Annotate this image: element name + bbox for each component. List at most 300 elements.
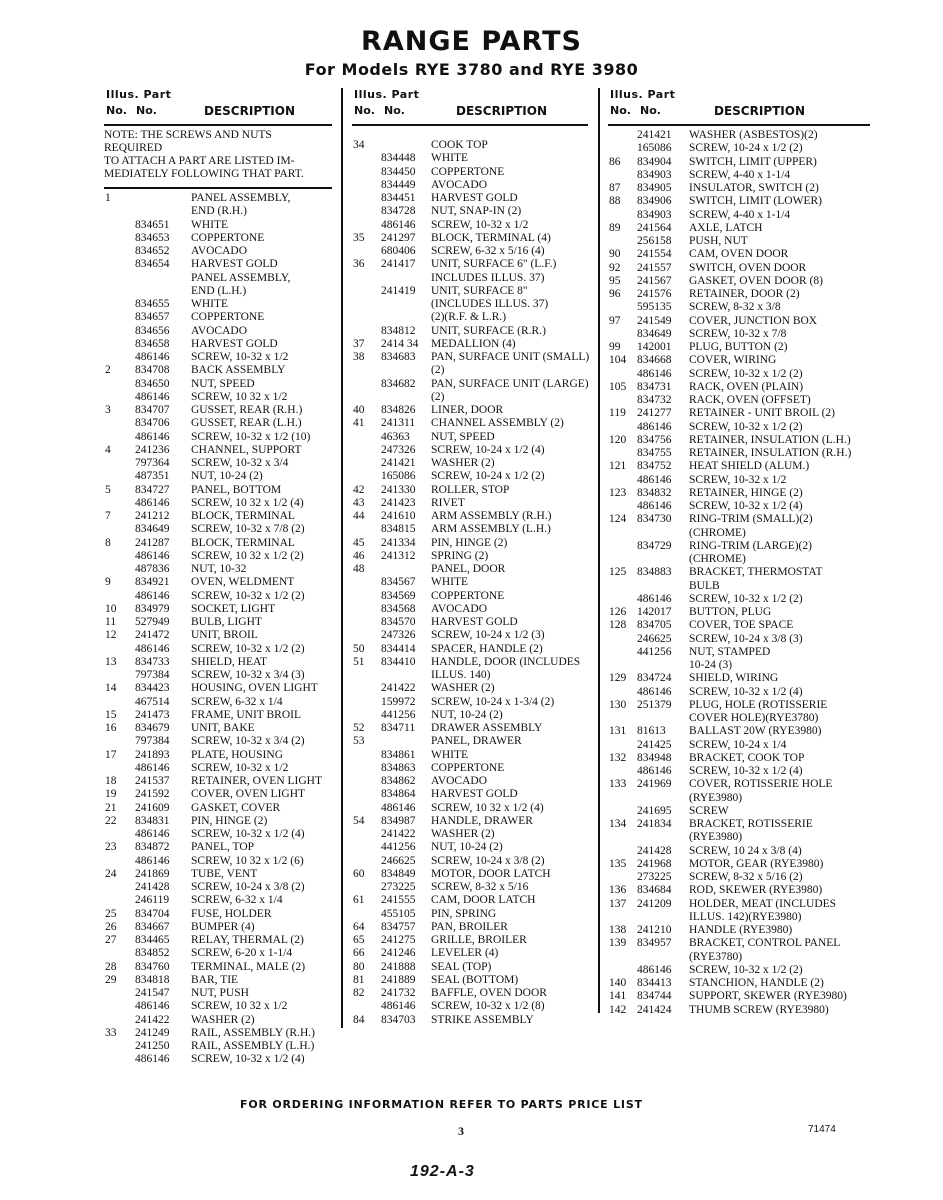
part-row	[104, 311, 332, 324]
note-block	[104, 129, 332, 187]
illus-number: 134	[609, 818, 627, 830]
illus-number: 50	[353, 642, 365, 655]
illus-number	[352, 298, 381, 311]
part-row	[352, 722, 588, 735]
illus-number: 18	[105, 775, 117, 787]
part-row	[352, 735, 588, 748]
part-description: SCREW, 6-32 x 1/4	[191, 894, 283, 907]
part-description: HANDLE (RYE3980)	[689, 924, 793, 936]
part-number: 834655	[135, 298, 170, 310]
part-description: RIVET	[431, 496, 465, 509]
illus-number	[104, 643, 119, 656]
part-row	[104, 802, 332, 815]
part-number: 241422	[381, 828, 416, 840]
illus-number	[608, 712, 631, 725]
part-number: 834569	[381, 589, 416, 602]
part-row	[608, 884, 870, 897]
document-number: 71474	[808, 1124, 836, 1135]
part-row	[104, 497, 332, 510]
part-number: 241732	[381, 987, 416, 999]
part-description: WHITE	[191, 298, 229, 310]
part-description: PIN, HINGE (2)	[191, 814, 268, 827]
illus-number: 17	[105, 748, 117, 761]
part-row	[608, 580, 870, 593]
part-description: AVOCADO	[431, 178, 488, 191]
part-number: 834448	[381, 152, 416, 165]
part-number: 527949	[135, 616, 170, 628]
illus-number	[104, 550, 119, 563]
part-number: 486146	[135, 549, 170, 562]
part-description: BRACKET, THERMOSTAT	[689, 566, 823, 579]
illus-number: 23	[105, 841, 117, 854]
part-row	[608, 633, 870, 646]
part-row	[608, 606, 870, 619]
part-description: BAR, TIE	[191, 973, 239, 986]
illus-number: 22	[105, 814, 117, 827]
illus-number: 105	[609, 380, 627, 393]
part-row	[608, 527, 870, 540]
part-description: STANCHION, HANDLE (2)	[689, 977, 824, 989]
part-number: 241424	[637, 1003, 672, 1016]
part-number: 241236	[135, 443, 170, 456]
part-description: RAIL, ASSEMBLY (R.H.)	[191, 1026, 315, 1039]
part-number: 834815	[381, 523, 416, 536]
part-number: 486146	[135, 828, 170, 840]
illus-number	[352, 364, 381, 377]
part-row	[352, 232, 588, 245]
part-row	[352, 219, 588, 232]
part-row	[352, 311, 588, 324]
header-illus-no: No.	[106, 104, 127, 117]
part-row	[608, 951, 870, 964]
illus-number	[608, 368, 631, 381]
part-description: HEAT SHIELD (ALUM.)	[689, 460, 810, 473]
part-row	[104, 722, 332, 735]
part-number: 834921	[135, 576, 170, 589]
part-description: RETAINER, DOOR (2)	[689, 288, 800, 300]
part-description: SCREW, 10-24 x 3/8 (3)	[689, 632, 803, 645]
part-description: SCREW, 10 32 x 1/2 (4)	[431, 801, 544, 814]
illus-number	[608, 831, 631, 844]
part-description: COPPERTONE	[431, 165, 505, 178]
illus-number	[608, 646, 631, 659]
part-number: 273225	[637, 871, 672, 883]
part-number: 834852	[135, 947, 170, 960]
part-number: 2414 34	[381, 337, 419, 350]
part-description: END (L.H.)	[191, 284, 247, 297]
header-illus-no: No.	[354, 104, 375, 117]
illus-number	[104, 338, 119, 351]
part-description: SCREW, 10 24 x 3/8 (4)	[689, 844, 802, 857]
part-number: 834658	[135, 337, 170, 350]
part-number: 241425	[637, 738, 672, 751]
part-row	[104, 364, 332, 377]
illus-number	[608, 765, 631, 778]
part-description: RAIL, ASSEMBLY (L.H.)	[191, 1040, 315, 1052]
part-description: SCREW, 10-32 x 1/2 (2)	[191, 642, 305, 655]
illus-number	[352, 192, 381, 205]
illus-number	[352, 431, 381, 444]
part-description: ARM ASSEMBLY (R.H.)	[431, 510, 552, 522]
part-row	[104, 828, 332, 841]
part-number: 256158	[637, 235, 672, 247]
illus-number	[352, 603, 381, 616]
part-row	[608, 129, 870, 142]
part-row	[104, 272, 332, 285]
part-number: 241422	[135, 1013, 170, 1026]
part-description: SCREW, 10-32 x 1/2 (4)	[191, 828, 305, 840]
part-row	[352, 603, 588, 616]
header-rule	[352, 124, 588, 126]
part-row	[352, 537, 588, 550]
part-number: 486146	[135, 854, 170, 867]
part-row	[104, 947, 332, 960]
part-description: HANDLE, DRAWER	[431, 814, 533, 827]
illus-number	[608, 911, 631, 924]
part-row	[104, 934, 332, 947]
part-description: SCREW, 10-32 x 7/8 (2)	[191, 523, 305, 536]
illus-number	[352, 802, 381, 815]
handwritten-note: 192-A-3	[410, 1163, 475, 1180]
part-number: 241472	[135, 629, 170, 642]
part-description: RING-TRIM (SMALL)(2)	[689, 513, 813, 526]
part-row	[104, 682, 332, 695]
part-number: 241893	[135, 748, 170, 761]
part-number: 486146	[381, 801, 416, 814]
part-number: 834668	[637, 354, 672, 367]
illus-number	[104, 457, 119, 470]
part-description: SCREW, 10-32 x 3/4 (2)	[191, 735, 305, 748]
part-row	[352, 179, 588, 192]
part-description: PANEL, TOP	[191, 841, 255, 854]
part-row	[352, 298, 588, 311]
part-row	[608, 911, 870, 924]
header-illus-no: No.	[610, 104, 631, 117]
part-description: MOTOR, GEAR (RYE3980)	[689, 857, 824, 870]
part-number: 241334	[381, 536, 416, 549]
part-row	[104, 908, 332, 921]
part-number: 486146	[637, 420, 672, 433]
part-number: 834979	[135, 602, 170, 615]
part-description: PLATE, HOUSING	[191, 748, 283, 761]
part-row	[352, 775, 588, 788]
part-row	[104, 232, 332, 245]
part-row	[608, 792, 870, 805]
illus-number: 4	[105, 443, 111, 456]
part-number: 486146	[637, 963, 672, 976]
column-header	[352, 88, 588, 124]
illus-number	[104, 325, 119, 338]
illus-number	[104, 855, 119, 868]
part-row	[352, 576, 588, 589]
part-number: 486146	[135, 1053, 170, 1066]
illus-number: 81	[353, 973, 365, 986]
column-header	[104, 88, 332, 124]
part-row	[352, 325, 588, 338]
illus-number: 41	[353, 417, 365, 430]
part-row	[104, 709, 332, 722]
illus-number	[104, 669, 119, 682]
illus-number	[104, 245, 119, 258]
illus-number	[352, 682, 381, 695]
part-number: 467514	[135, 695, 170, 708]
part-number: 251379	[637, 698, 672, 711]
header-description: DESCRIPTION	[204, 104, 296, 118]
illus-number	[352, 762, 381, 775]
part-row	[104, 219, 332, 232]
page-subtitle: For Models RYE 3780 and RYE 3980	[304, 60, 639, 79]
part-row	[352, 961, 588, 974]
part-number: 486146	[637, 367, 672, 380]
part-row	[352, 364, 588, 377]
illus-number	[352, 285, 381, 298]
illus-number	[352, 788, 381, 801]
part-description: BLOCK, TERMINAL	[191, 536, 295, 549]
illus-number: 131	[609, 725, 627, 738]
illus-number	[104, 258, 119, 271]
part-description: NUT, 10-24 (2)	[431, 841, 503, 854]
part-number: 241311	[381, 417, 416, 430]
illus-number	[104, 1014, 119, 1027]
part-row	[104, 815, 332, 828]
part-row	[608, 739, 870, 752]
part-description: WASHER (ASBESTOS)(2)	[689, 129, 818, 141]
part-description: SPACER, HANDLE (2)	[431, 642, 543, 655]
part-description: SCREW, 10-32 x 1/2 (10)	[191, 430, 311, 443]
part-description: FUSE, HOLDER	[191, 907, 272, 920]
part-description: SCREW, 10-24 x 1/2 (4)	[431, 443, 545, 456]
part-number: 834705	[637, 619, 672, 632]
part-description: UNIT, BROIL	[191, 629, 258, 642]
part-number: 165086	[381, 470, 416, 483]
illus-number: 82	[353, 987, 365, 999]
part-description: LINER, DOOR	[431, 404, 504, 416]
part-number: 834733	[135, 655, 170, 668]
part-number: 834948	[637, 751, 672, 764]
illus-number	[608, 964, 631, 977]
illus-number	[352, 179, 381, 192]
part-row	[608, 818, 870, 831]
part-number: 834957	[637, 937, 672, 950]
part-number	[631, 792, 689, 805]
illus-number	[352, 166, 381, 179]
illus-number	[352, 311, 381, 324]
part-row	[352, 457, 588, 470]
part-row	[608, 672, 870, 685]
part-row	[104, 245, 332, 258]
illus-number: 27	[105, 934, 117, 946]
part-number: 834652	[135, 245, 170, 257]
part-number: 241695	[637, 804, 672, 817]
part-description: PANEL ASSEMBLY,	[191, 192, 291, 204]
part-number: 241421	[637, 129, 672, 141]
part-number	[631, 712, 689, 725]
part-row	[608, 990, 870, 1003]
illus-number	[104, 497, 119, 510]
illus-number: 84	[353, 1013, 365, 1026]
part-row	[608, 195, 870, 208]
illus-number: 142	[609, 1003, 627, 1016]
part-description: SCREW, 10-32 x 1/2 (2)	[191, 589, 305, 602]
part-number	[631, 580, 689, 593]
part-number: 486146	[637, 500, 672, 512]
part-number: 486146	[135, 589, 170, 602]
part-description: BLOCK, TERMINAL (4)	[431, 231, 551, 244]
part-number: 486146	[135, 351, 170, 363]
part-description: HARVEST GOLD	[431, 788, 518, 801]
part-number: 834812	[381, 324, 416, 337]
illus-number: 46	[353, 549, 365, 562]
illus-number	[608, 580, 631, 593]
part-row	[352, 338, 588, 351]
part-row	[352, 802, 588, 815]
part-description: SHIELD, WIRING	[689, 672, 779, 685]
part-description: PLUG, BUTTON (2)	[689, 341, 788, 353]
illus-number: 44	[353, 510, 365, 522]
part-description: RELAY, THERMAL (2)	[191, 934, 304, 946]
illus-number	[608, 328, 631, 341]
part-row	[352, 881, 588, 894]
part-number: 241209	[637, 897, 672, 910]
part-row	[608, 460, 870, 473]
part-number: 241287	[135, 536, 170, 549]
illus-number	[104, 523, 119, 536]
part-row	[608, 182, 870, 195]
part-description: RETAINER, INSULATION (R.H.)	[689, 447, 852, 459]
part-description: INCLUDES ILLUS. 37)	[431, 271, 545, 284]
illus-number: 43	[353, 496, 365, 509]
part-description: PAN, SURFACE UNIT (LARGE)	[431, 377, 589, 390]
illus-number: 3	[105, 404, 111, 416]
illus-number: 137	[609, 897, 627, 910]
part-number: 834683	[381, 351, 416, 363]
part-description: PANEL, DOOR	[431, 563, 506, 575]
part-description: SCREW, 10-24 x 1-3/4 (2)	[431, 695, 555, 708]
illus-number: 21	[105, 801, 117, 814]
illus-number: 35	[353, 231, 365, 244]
part-description: DRAWER ASSEMBLY	[431, 722, 543, 734]
note-line: MEDIATELY FOLLOWING THAT PART.	[104, 168, 304, 180]
part-description: GRILLE, BROILER	[431, 934, 527, 946]
part-description: COVER, ROTISSERIE HOLE	[689, 778, 833, 791]
part-row	[104, 775, 332, 788]
illus-number: 66	[353, 947, 365, 960]
part-row	[352, 205, 588, 218]
illus-number: 124	[609, 513, 627, 526]
part-row	[104, 629, 332, 642]
part-number: 241249	[135, 1026, 170, 1039]
part-description: MOTOR, DOOR LATCH	[431, 867, 551, 880]
part-row	[608, 553, 870, 566]
part-description: UNIT, SURFACE 6" (L.F.)	[431, 258, 557, 271]
illus-number: 96	[609, 288, 621, 300]
illus-number: 1	[105, 192, 111, 204]
part-description: STRIKE ASSEMBLY	[431, 1013, 534, 1026]
header-rule	[104, 124, 332, 126]
part-description: SCREW	[689, 804, 729, 817]
part-description: LEVELER (4)	[431, 947, 499, 960]
illus-number: 7	[105, 510, 111, 522]
part-description: BACK ASSEMBLY	[191, 364, 286, 377]
part-row	[352, 868, 588, 881]
parts-list	[352, 139, 588, 1027]
part-row	[352, 444, 588, 457]
part-number: 241888	[381, 960, 416, 973]
part-row	[352, 351, 588, 364]
illus-number	[352, 378, 381, 391]
part-row	[352, 510, 588, 523]
part-number: 834732	[637, 394, 672, 406]
illus-number: 9	[105, 576, 111, 589]
part-description: HOLDER, MEAT (INCLUDES	[689, 897, 837, 910]
part-number: 834903	[637, 168, 672, 181]
illus-number	[352, 775, 381, 788]
part-number: 486146	[135, 390, 170, 403]
part-row	[608, 765, 870, 778]
part-row	[352, 258, 588, 271]
part-row	[608, 368, 870, 381]
part-description: (CHROME)	[689, 526, 746, 539]
part-row	[352, 431, 588, 444]
illus-number	[352, 855, 381, 868]
part-number: 159972	[381, 695, 416, 708]
part-description: SCREW, 10-32 x 1/2 (4)	[689, 500, 803, 512]
part-description: RACK, OVEN (PLAIN)	[689, 380, 804, 393]
part-row	[352, 285, 588, 298]
part-row	[352, 974, 588, 987]
part-row	[608, 858, 870, 871]
part-row	[352, 643, 588, 656]
part-number: 834707	[135, 404, 170, 416]
part-row	[104, 444, 332, 457]
illus-number	[104, 298, 119, 311]
part-description: CAM, DOOR LATCH	[431, 894, 536, 907]
part-number: 834711	[381, 722, 416, 734]
parts-column-1	[104, 88, 332, 1067]
illus-number	[608, 209, 631, 222]
illus-number: 88	[609, 195, 621, 208]
part-row	[104, 404, 332, 417]
part-number: 834752	[637, 460, 672, 473]
part-row	[608, 659, 870, 672]
part-number: 834703	[381, 1013, 416, 1026]
part-row	[104, 974, 332, 987]
part-number: 834727	[135, 483, 170, 496]
part-number: 486146	[135, 761, 170, 774]
part-description: BRACKET, COOK TOP	[689, 751, 805, 764]
part-description: HARVEST GOLD	[431, 616, 518, 628]
header-part-no: No.	[640, 104, 661, 117]
illus-number: 26	[105, 920, 117, 933]
part-description: SCREW, 10-32 x 7/8	[689, 327, 787, 340]
part-row	[608, 1004, 870, 1017]
part-description: NUT, STAMPED	[689, 645, 771, 658]
illus-number	[104, 351, 119, 364]
part-description: 10-24 (3)	[689, 659, 733, 671]
illus-number: 19	[105, 788, 117, 801]
part-row	[104, 431, 332, 444]
part-number	[119, 272, 191, 285]
part-description: GUSSET, REAR (R.H.)	[191, 404, 303, 416]
illus-number	[104, 563, 119, 576]
part-description: SCREW, 10-32 x 1/2 (2)	[689, 592, 803, 605]
part-description: SCREW, 10-32 x 1/2 (2)	[689, 963, 803, 976]
part-row	[608, 301, 870, 314]
part-description: NUT, SNAP-IN (2)	[431, 205, 522, 218]
part-number	[381, 669, 431, 682]
part-description: INSULATOR, SWITCH (2)	[689, 182, 819, 194]
part-row	[104, 868, 332, 881]
